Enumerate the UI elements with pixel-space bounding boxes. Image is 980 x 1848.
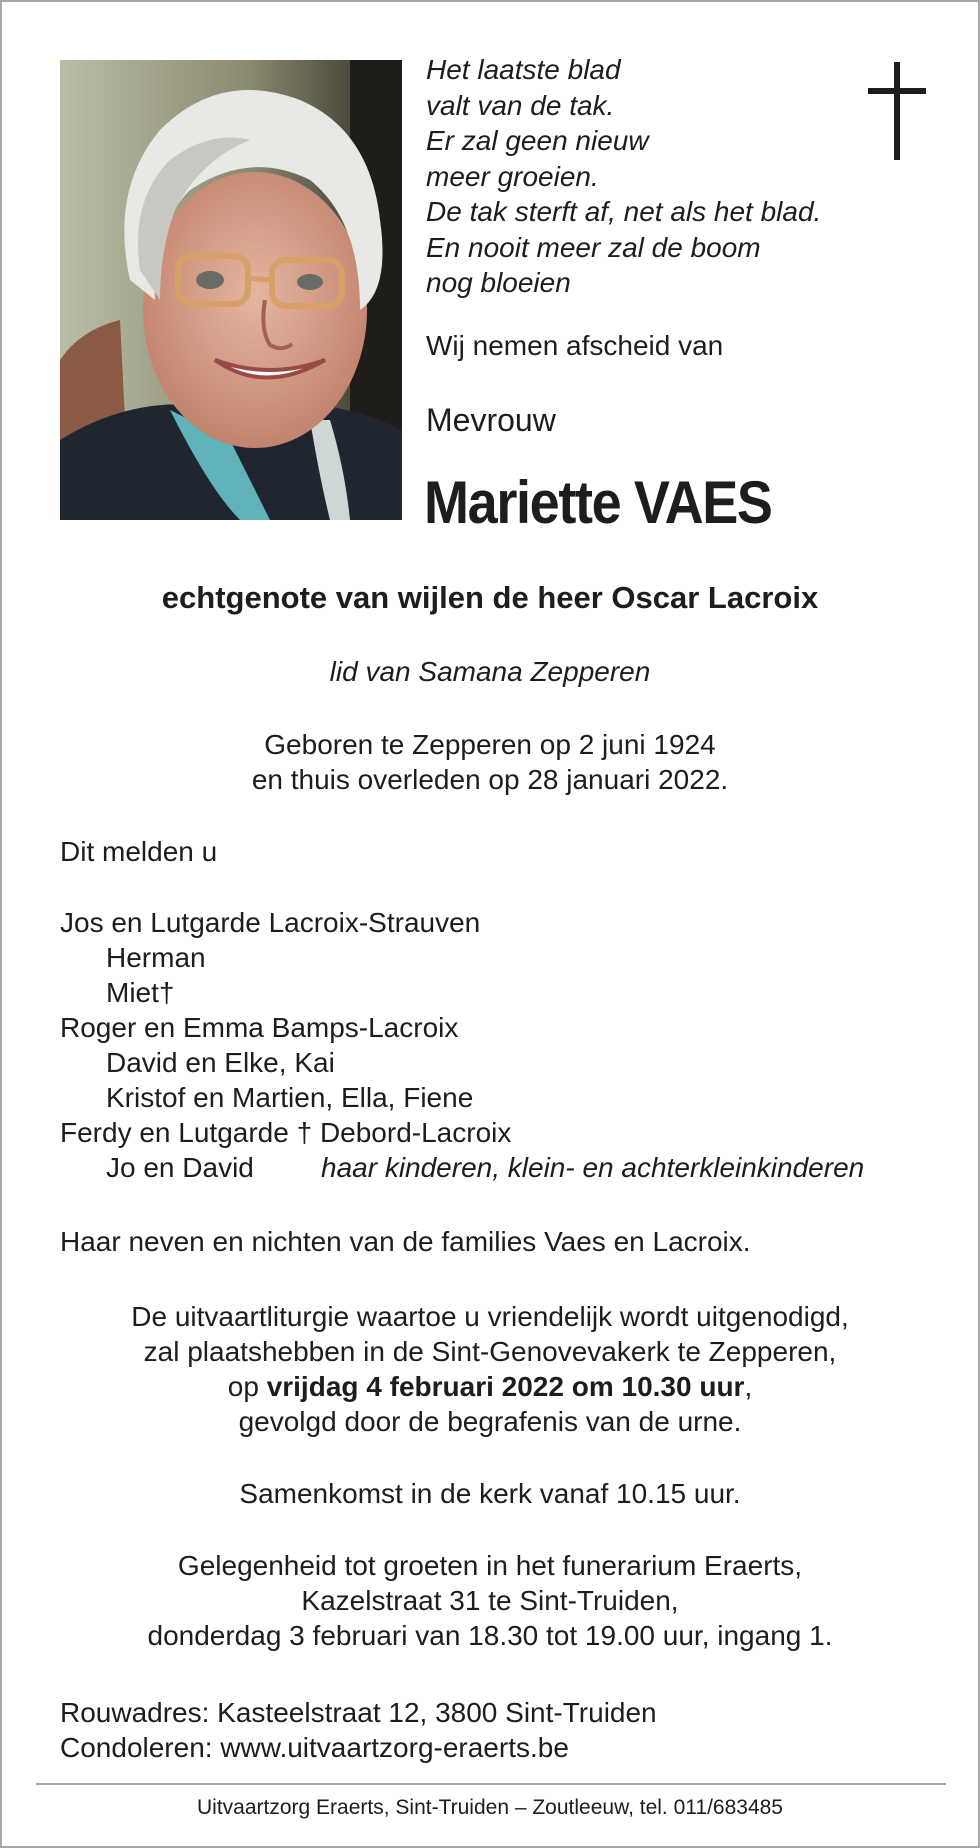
family-member <box>60 1115 940 1150</box>
portrait-illustration <box>60 60 402 520</box>
death-line: en thuis overleden op 28 januari 2022. <box>251 764 729 795</box>
visitation-line: Gelegenheid tot groeten in het funerarium Eraerts, <box>177 1550 803 1581</box>
visitation-line: Kazelstraat 31 te Sint-Truiden, <box>301 1585 679 1616</box>
poem-line: meer groeien. <box>426 160 599 192</box>
ceremony-line: De uitvaartliturgie waartoe u vriendelijk wordt uitgenodigd, <box>131 1301 849 1332</box>
family-member <box>60 905 940 940</box>
announcement-line: Dit melden u <box>60 836 218 867</box>
family-member <box>60 1010 940 1045</box>
condolence-website[interactable]: Condoleren: www.uitvaartzorg-eraerts.be <box>60 1732 569 1763</box>
poem-line: De tak sterft af, net als het blad. <box>426 196 822 227</box>
relatives-line: Haar neven en nichten van de families Vaes en Lacroix. <box>60 1226 751 1257</box>
family-member-name: Ferdy en Lutgarde † Debord-Lacroix <box>60 1117 512 1148</box>
family-member-name: Jo en David <box>106 1152 254 1183</box>
family-member-name: Herman <box>106 942 206 973</box>
family-member-name: David en Elke, Kai <box>106 1047 335 1078</box>
family-member-name: Miet† <box>106 977 175 1008</box>
family-member <box>60 1045 940 1080</box>
ceremony-date-prefix: op <box>227 1371 267 1402</box>
ceremony-date-suffix: , <box>744 1371 753 1402</box>
family-member <box>60 1150 940 1185</box>
poem <box>426 52 821 301</box>
mourning-address: Rouwadres: Kasteelstraat 12, 3800 Sint-Truiden <box>60 1697 657 1728</box>
family-member <box>60 1080 940 1115</box>
family-member <box>60 975 940 1010</box>
visitation-line: donderdag 3 februari van 18.30 tot 19.00 uur, ingang 1. <box>147 1620 833 1651</box>
ceremony-line: zal plaatshebben in de Sint-Genovevakerk te Zepperen, <box>143 1336 837 1367</box>
footer-divider <box>36 1783 946 1785</box>
birth-line: Geboren te Zepperen op 2 juni 1924 <box>264 729 716 760</box>
ceremony-block <box>2 1299 978 1439</box>
family-member <box>60 940 940 975</box>
deceased-name: Mariette VAES <box>424 469 772 536</box>
poem-line: Het laatste blad <box>426 54 621 85</box>
visitation-block <box>2 1548 978 1653</box>
family-member-name: Kristof en Martien, Ella, Fiene <box>106 1082 474 1113</box>
farewell-intro: Wij nemen afscheid van <box>426 330 724 361</box>
family-member-name: Roger en Emma Bamps-Lacroix <box>60 1012 459 1043</box>
family-list <box>60 905 940 1185</box>
poem-line: valt van de tak. <box>426 89 615 121</box>
gathering-line: Samenkomst in de kerk vanaf 10.15 uur. <box>239 1478 741 1509</box>
spouse-line: echtgenote van wijlen de heer Oscar Lacroix <box>161 580 819 615</box>
honorific: Mevrouw <box>426 402 556 438</box>
family-relation: haar kinderen, klein- en achterkleinkinderen <box>321 1152 865 1183</box>
poem-line: Er zal geen nieuw <box>426 125 649 156</box>
cross-icon <box>868 62 926 160</box>
membership-line: lid van Samana Zepperen <box>329 656 651 687</box>
ceremony-date-line <box>2 1369 978 1404</box>
life-dates <box>2 727 978 797</box>
portrait-photo <box>60 60 402 520</box>
poem-line: En nooit meer zal de boom <box>426 231 761 263</box>
poem-line: nog bloeien <box>426 267 571 298</box>
ceremony-line: gevolgd door de begrafenis van de urne. <box>238 1406 742 1437</box>
footer-text: Uitvaartzorg Eraerts, Sint-Truiden – Zoutleeuw, tel. 011/683485 <box>197 1796 783 1819</box>
family-member-name: Jos en Lutgarde Lacroix-Strauven <box>60 907 481 938</box>
ceremony-date: vrijdag 4 februari 2022 om 10.30 uur <box>266 1371 745 1402</box>
contact-block <box>60 1695 657 1765</box>
